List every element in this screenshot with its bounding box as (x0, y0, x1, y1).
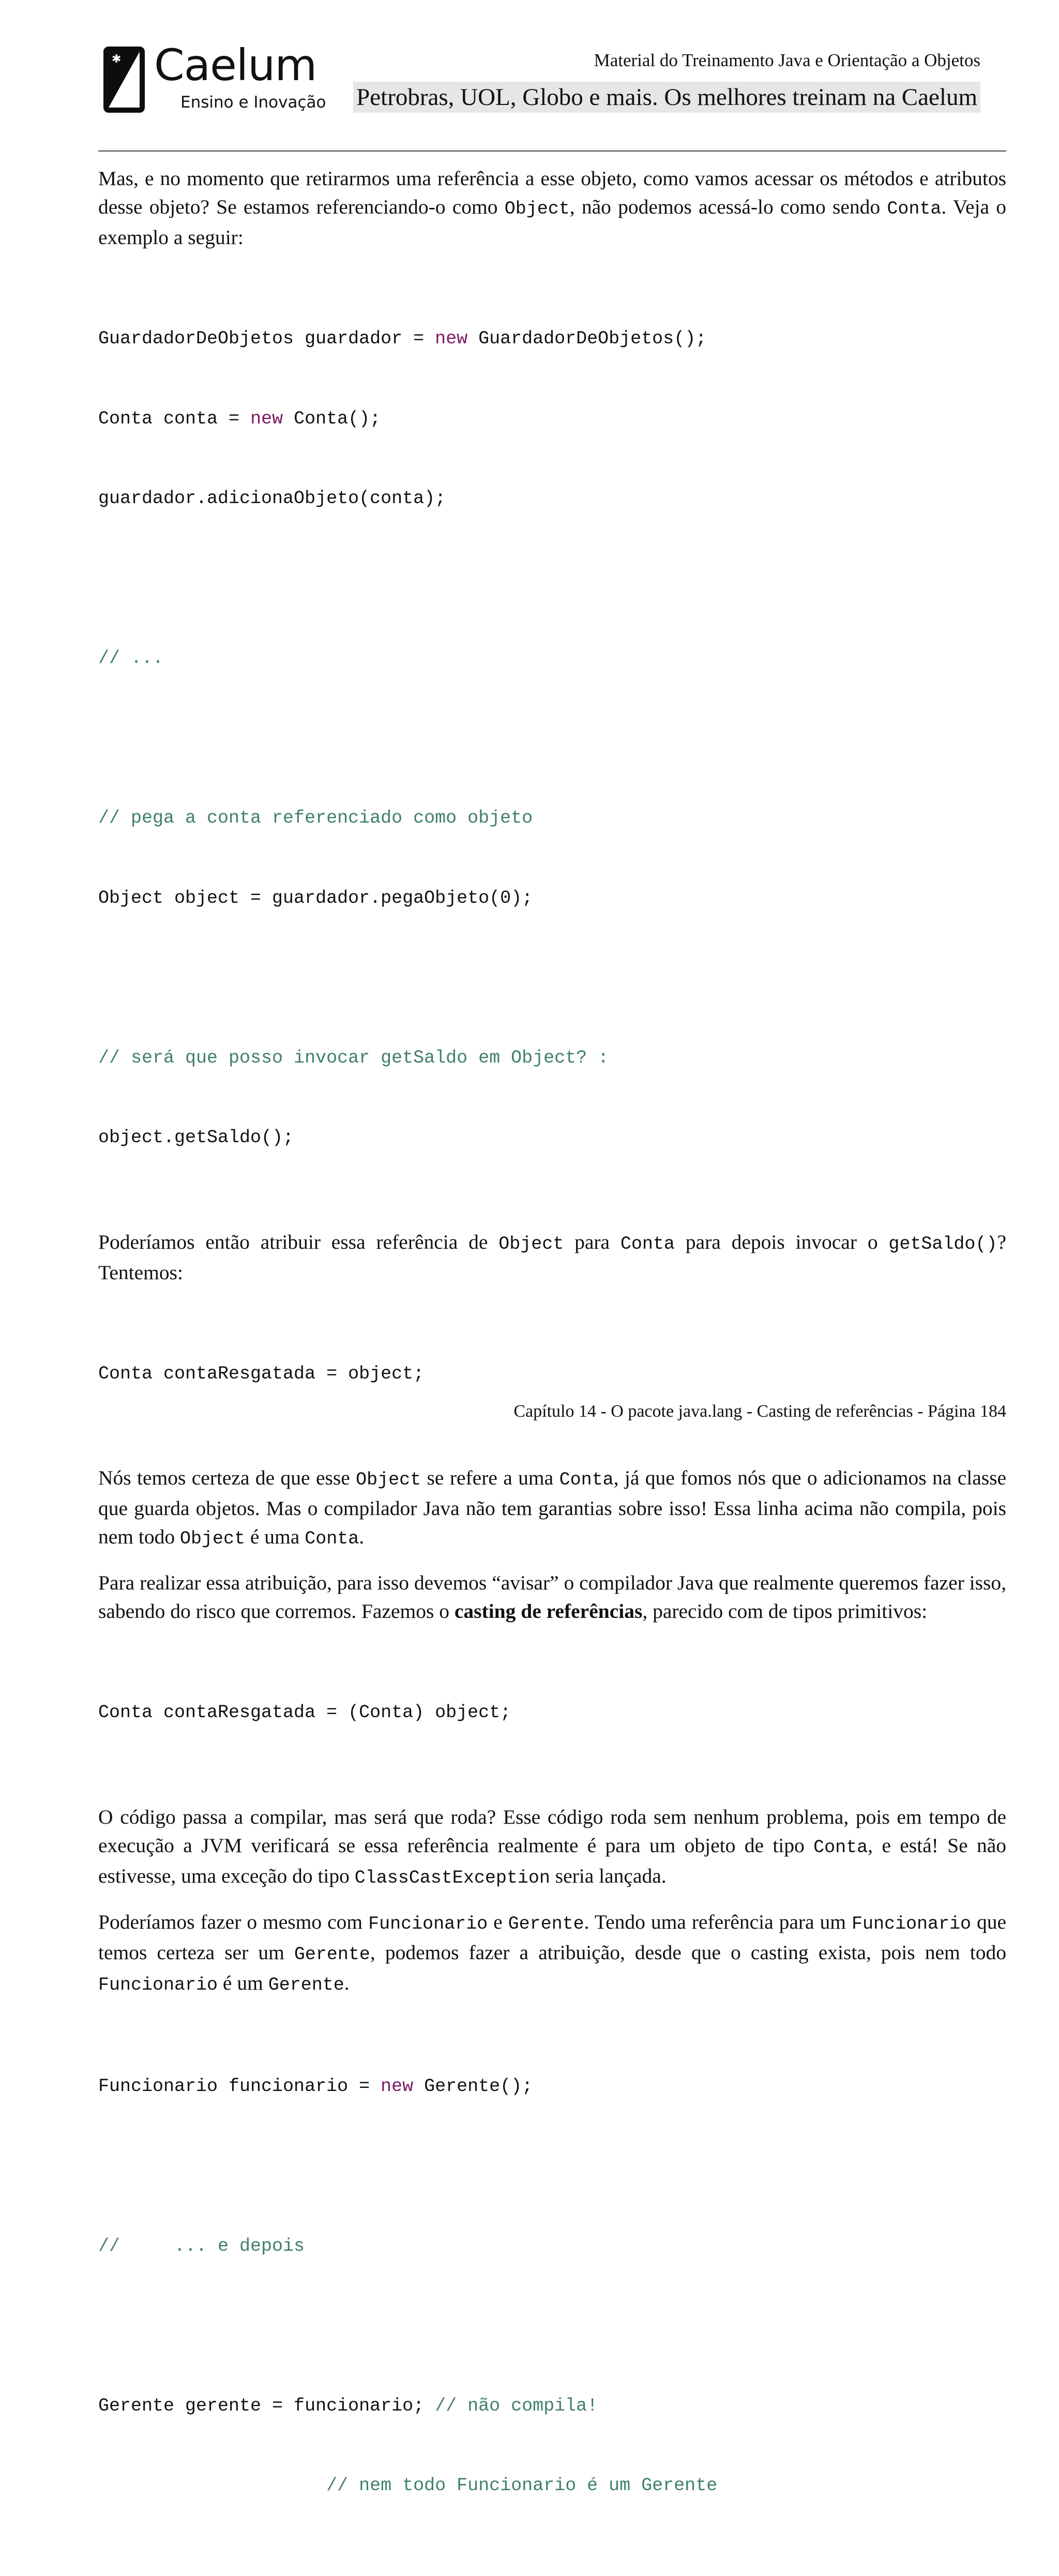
caelum-logo-mark (103, 47, 145, 113)
code-line: guardador.adicionaObjeto(conta); (98, 488, 446, 509)
code-line: Funcionario funcionario = new Gerente(); (98, 2075, 533, 2097)
paragraph-2: Poderíamos então atribuir essa referência de Object para Conta para depois invocar o getSaldo()? Tentemos: (98, 1230, 1006, 1284)
header-divider (98, 150, 1006, 151)
code-comment: // nem todo Funcionario é um Gerente (98, 2475, 718, 2496)
code-line: object.getSaldo(); (98, 1127, 294, 1148)
code-block-1 (98, 272, 1006, 1205)
logo-star-icon: ✱ (112, 53, 122, 66)
code-comment: // ... e depois (98, 2235, 305, 2256)
code-line: GuardadorDeObjetos guardador = new GuardadorDeObjetos(); (98, 328, 707, 349)
code-line: Conta contaResgatada = (Conta) object; (98, 1702, 511, 1723)
code-line-blank (98, 566, 1006, 593)
logo-name: Caelum (154, 40, 317, 90)
page-content (98, 164, 1006, 2576)
code-line: Gerente gerente = funcionario; // não compila! (98, 2395, 598, 2416)
code-line: Object object = guardador.pegaObjeto(0); (98, 887, 533, 908)
paragraph-1: Mas, e no momento que retirarmos uma referência a esse objeto, como vamos acessar os métodos e atributos desse objeto? Se estamos referenciando-o como Object, não podemos acessá-lo como sendo Conta. Veja o exemplo a seguir: (98, 167, 1006, 249)
code-line-blank (98, 2153, 1006, 2180)
code-line-blank (98, 2313, 1006, 2340)
page-footer: Capítulo 14 - O pacote java.lang - Casting de referências - Página 184 (513, 1402, 1006, 1421)
code-line: Conta conta = new Conta(); (98, 408, 381, 429)
code-comment: // ... (98, 648, 164, 669)
code-line-blank (98, 965, 1006, 992)
code-line: Conta contaResgatada = object; (98, 1363, 425, 1384)
code-comment: // será que posso invocar getSaldo em Object? : (98, 1047, 609, 1068)
paragraph-3: Nós temos certeza de que esse Object se refere a uma Conta, já que fomos nós que o adicionamos na classe que guarda objetos. Mas o compilador Java não tem garantias sobre isso! Essa linha acima não compila, pois nem todo Object é uma Conta. (98, 1466, 1007, 1549)
code-block-3 (98, 1646, 1006, 1780)
code-line-blank (98, 725, 1006, 752)
code-block-4 (98, 2020, 1006, 2553)
header-banner: Petrobras, UOL, Globo e mais. Os melhores treinam na Caelum (353, 82, 980, 113)
paragraph-5: O código passa a compilar, mas será que roda? Esse código roda sem nenhum problema, pois em tempo de execução a JVM verificará se essa referência realmente é para um objeto de tipo Conta, e está! Se não estivesse, uma exceção do tipo ClassCastException seria lançada. (98, 1805, 1006, 1888)
paragraph-4: Para realizar essa atribuição, para isso devemos “avisar” o compilador Java que realmente queremos fazer isso, sabendo do risco que corremos. Fazemos o casting de referências, parecido com de tipos primitivos: (98, 1571, 1006, 1623)
logo-tagline: Ensino e Inovação (180, 93, 326, 112)
header-subtitle: Material do Treinamento Java e Orientação a Objetos (594, 50, 980, 70)
code-comment: // pega a conta referenciado como objeto (98, 808, 533, 828)
paragraph-6: Poderíamos fazer o mesmo com Funcionario e Gerente. Tendo uma referência para um Funcionario que temos certeza ser um Gerente, podemos fazer a atribuição, desde que o casting exista, pois nem todo Funcionario é um Gerente. (98, 1910, 1006, 1995)
